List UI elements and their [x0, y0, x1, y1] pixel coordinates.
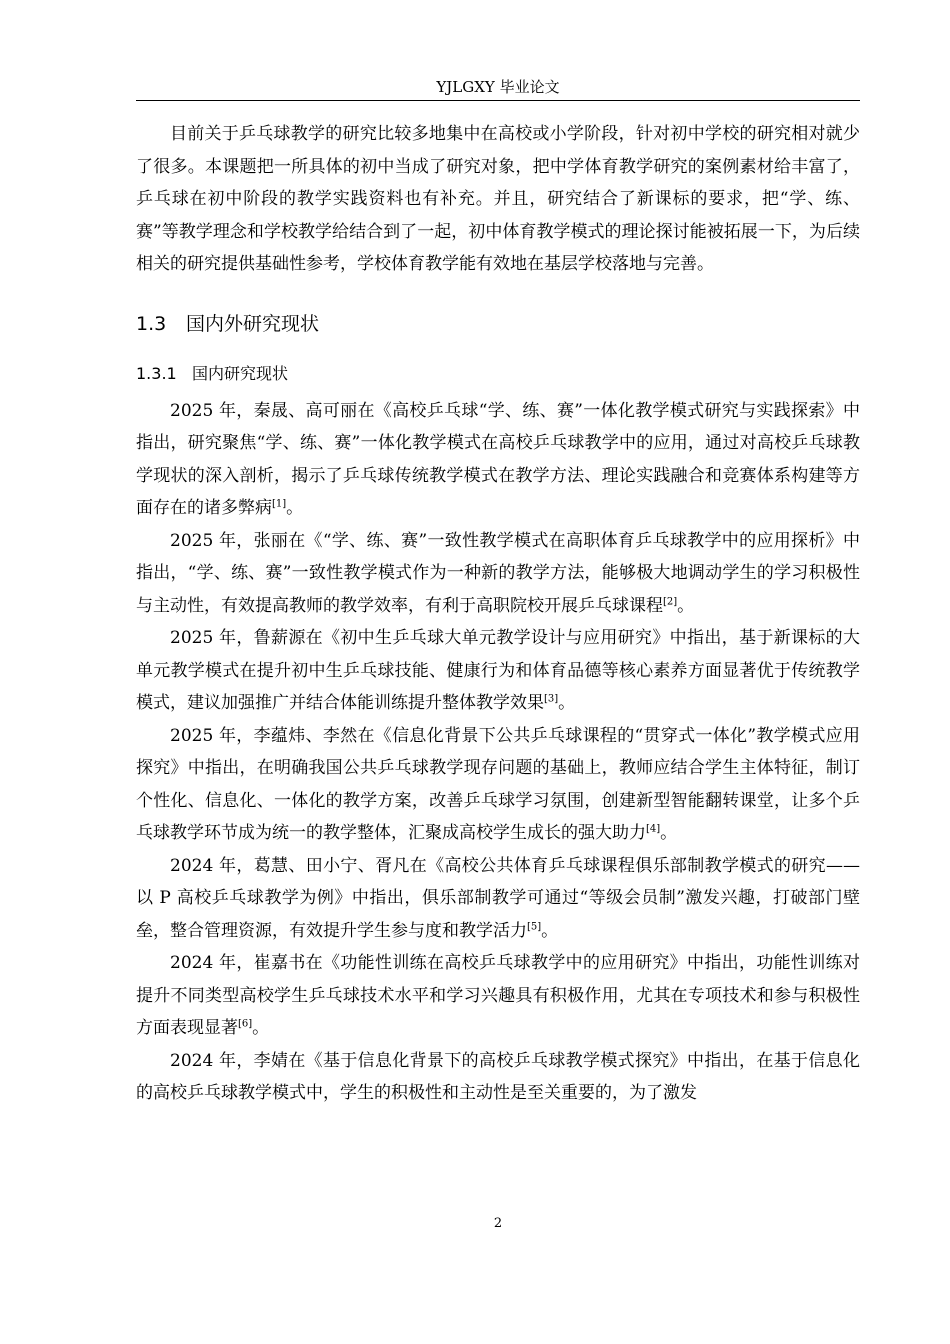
section-title: 国内外研究现状 — [186, 312, 320, 335]
paragraph-end: 。 — [677, 595, 695, 616]
paragraph-text: 2024 年，崔嘉书在《功能性训练在高校乒乓球教学中的应用研究》中指出，功能性训练对提升不同类型高校学生乒乓球技术水平和学习兴趣具有积极作用，尤其在专项技术和参与积极性方面表现显著 — [136, 953, 860, 1038]
reference-paragraph — [136, 850, 860, 948]
intro-paragraph: 目前关于乒乓球教学的研究比较多地集中在高校或小学阶段，针对初中学校的研究相对就少了很多。本课题把一所具体的初中当成了研究对象，把中学体育教学研究的案例素材给丰富了，乒乓球在初中阶段的教学实践资料也有补充。并且，研究结合了新课标的要求，把“学、练、赛”等教学理念和学校教学给结合到了一起，初中体育教学模式的理论探讨能被拓展一下，为后续相关的研究提供基础性参考，学校体育教学能有效地在基层学校落地与完善。 — [136, 124, 860, 274]
citation-ref: [4] — [646, 823, 661, 835]
reference-paragraph — [136, 1045, 860, 1110]
citation-ref: [2] — [663, 595, 678, 607]
paragraph-end: 。 — [252, 1018, 270, 1038]
section-heading — [136, 309, 860, 339]
citation-ref: [6] — [238, 1018, 253, 1030]
reference-paragraph — [136, 947, 860, 1045]
page-body — [136, 118, 860, 1110]
reference-paragraph — [136, 622, 860, 720]
header-rule — [136, 100, 860, 101]
paragraph-text: 2025 年，张丽在《“学、练、赛”一致性教学模式在高职体育乒乓球教学中的应用探析》中指出，“学、练、赛”一致性教学模式作为一种新的教学方法，能够极大地调动学生的学习积极性与主动性，有效提高教师的教学效率，有利于高职院校开展乒乓球课程 — [136, 530, 860, 616]
paragraph-end: 。 — [660, 823, 678, 843]
citation-ref: [3] — [544, 693, 559, 705]
reference-paragraph — [136, 525, 860, 623]
paragraph-text: 2025 年，鲁薪源在《初中生乒乓球大单元教学设计与应用研究》中指出，基于新课标的大单元教学模式在提升初中生乒乓球技能、健康行为和体育品德等核心素养方面显著优于传统教学模式，建议加强推广并结合体能训练提升整体教学效果 — [136, 628, 860, 713]
paragraph-text: 2024 年，葛慧、田小宁、胥凡在《高校公共体育乒乓球课程俱乐部制教学模式的研究——以 P 高校乒乓球教学为例》中指出，俱乐部制教学可通过“等级会员制”激发兴趣，打破部门壁垒，整合管理资源，有效提升学生参与度和教学活力 — [136, 855, 860, 941]
subsection-number: 1.3.1 — [136, 363, 177, 383]
paragraph-end: 。 — [541, 920, 559, 941]
running-header: YJLGXY 毕业论文 — [436, 78, 560, 96]
reference-paragraph — [136, 395, 860, 525]
paragraph-end: 。 — [558, 693, 576, 713]
paragraph-text: 2025 年，秦晟、高可丽在《高校乒乓球“学、练、赛”一体化教学模式研究与实践探索》中指出，研究聚焦“学、练、赛”一体化教学模式在高校乒乓球教学中的应用，通过对高校乒乓球教学现状的深入剖析，揭示了乒乓球传统教学模式在教学方法、理论实践融合和竞赛体系构建等方面存在的诸多弊病 — [136, 400, 860, 518]
subsection-title: 国内研究现状 — [192, 363, 289, 383]
page-number: 2 — [493, 1216, 503, 1231]
section-number: 1.3 — [136, 312, 167, 335]
paragraph-text: 2024 年，李婧在《基于信息化背景下的高校乒乓球教学模式探究》中指出，在基于信息化的高校乒乓球教学模式中，学生的积极性和主动性是至关重要的，为了激发 — [136, 1050, 860, 1103]
citation-ref: [1] — [272, 498, 287, 510]
citation-ref: [5] — [527, 920, 542, 932]
reference-paragraph — [136, 720, 860, 850]
subsection-heading — [136, 361, 860, 387]
paragraph-end: 。 — [286, 498, 304, 518]
paragraph-text: 2025 年，李蕴炜、李然在《信息化背景下公共乒乓球课程的“贯穿式一体化”教学模式应用探究》中指出，在明确我国公共乒乓球教学现存问题的基础上，教师应结合学生主体特征，制订个性化、信息化、一体化的教学方案，改善乒乓球学习氛围，创建新型智能翻转课堂，让多个乒乓球教学环节成为统一的教学整体，汇聚成高校学生成长的强大助力 — [136, 725, 860, 843]
